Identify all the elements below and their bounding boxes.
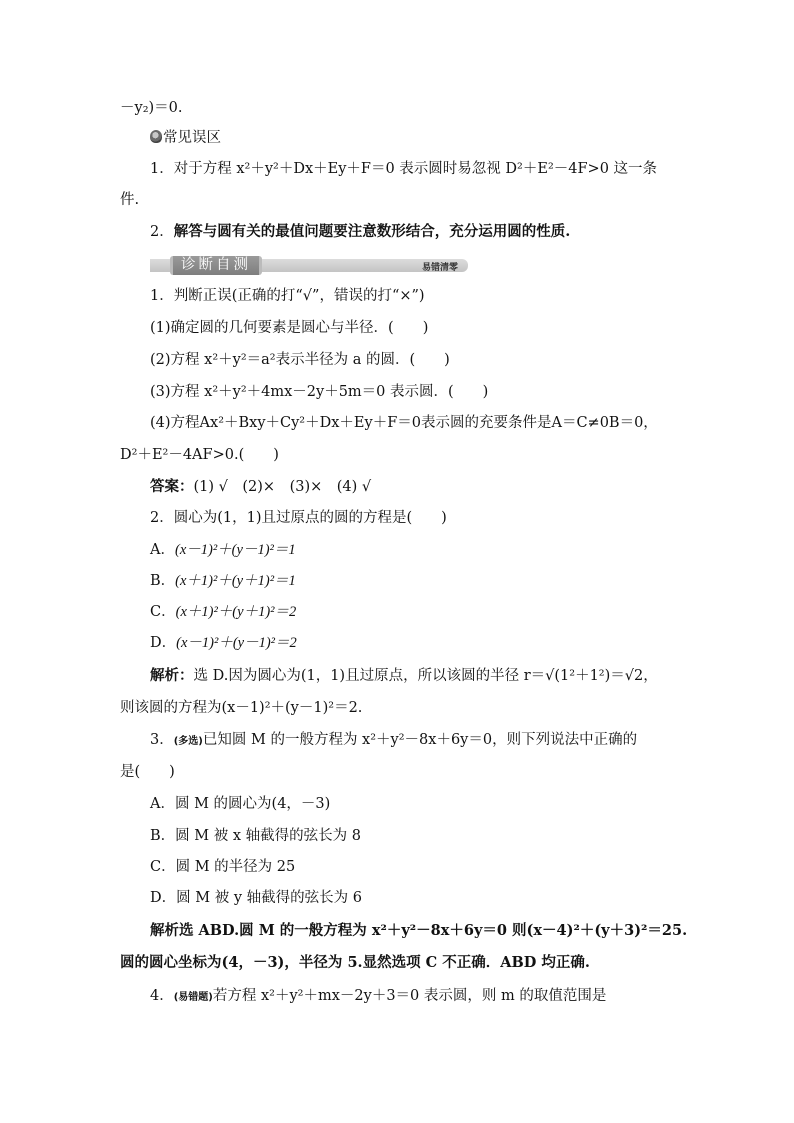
- question-text: 已知圆 M 的一般方程为 x²＋y²－8x＋6y＝0，则下列说法中正确的: [202, 732, 638, 748]
- question-text: 若方程 x²＋y²＋mx－2y＋3＝0 表示圆，则 m 的取值范围是: [212, 988, 607, 1004]
- q2-analysis: [150, 666, 658, 686]
- q3-analysis: 解析选 ABD.圆 M 的一般方程为 x²＋y²－8x＋6y＝0 则(x－4)²＋(y＋3)²＝25.: [150, 922, 688, 939]
- question-number: 4．: [150, 988, 174, 1004]
- banner-title: 诊断自测: [170, 256, 262, 275]
- analysis-text: 选 D.因为圆心为(1，1)且过原点，所以该圆的半径 r＝√(1²＋1²)＝√2，: [193, 668, 658, 684]
- q2-stem: 2．圆心为(1，1)且过原点的圆的方程是( ): [150, 510, 447, 526]
- q3-option-b: [150, 826, 361, 846]
- analysis-label: 解析：: [150, 667, 194, 684]
- option-label: B．: [150, 573, 176, 589]
- option-label: D．: [150, 890, 177, 906]
- q1-item-4: (4)方程Ax²＋Bxy＋Cy²＋Dx＋Ey＋F＝0表示圆的充要条件是A＝C≠0B＝0，: [150, 415, 658, 431]
- q3-stem-cont: 是( ): [120, 764, 175, 780]
- common-mistakes-title: 常见误区: [163, 130, 221, 146]
- item-number: 1．: [150, 161, 174, 177]
- item-number: 2．: [150, 224, 174, 240]
- option-label: D．: [150, 635, 177, 651]
- option-label: C．: [150, 859, 176, 875]
- answer-label: 答案：: [150, 478, 194, 495]
- common-mistakes-heading: [150, 128, 221, 148]
- q1-item-2: (2)方程 x²＋y²＝a²表示半径为 a 的圆．( ): [150, 352, 450, 368]
- option-text: 圆 M 被 y 轴截得的弦长为 6: [176, 890, 362, 906]
- q3-option-d: [150, 888, 362, 908]
- option-label: C．: [150, 604, 176, 620]
- q1-item-3: (3)方程 x²＋y²＋4mx－2y＋5m＝0 表示圆．( ): [150, 384, 489, 400]
- continuation-text: －y₂)＝0.: [120, 100, 183, 116]
- q4-stem: [150, 986, 606, 1008]
- q3-stem: [150, 730, 637, 752]
- item-text: 对于方程 x²＋y²＋Dx＋Ey＋F＝0 表示圆时易忽视 D²＋E²－4F>0 这一条: [173, 161, 658, 177]
- mistake-item-2: [150, 222, 570, 242]
- option-label: A．: [150, 542, 175, 558]
- option-text: (x＋1)²＋(y＋1)²＝2: [175, 604, 297, 620]
- option-label: A．: [150, 796, 175, 812]
- mistake-item-1: [150, 159, 657, 179]
- answer-text: (1) √ (2)× (3)× (4) √: [193, 479, 372, 495]
- q2-analysis-cont: 则该圆的方程为(x－1)²＋(y－1)²＝2.: [120, 700, 363, 716]
- q1-item-1: (1)确定圆的几何要素是圆心与半径．( ): [150, 320, 429, 336]
- q3-analysis-cont: 圆的圆心坐标为(4，－3)，半径为 5.显然选项 C 不正确．ABD 均正确.: [120, 954, 590, 971]
- q2-option-a: [150, 540, 296, 560]
- option-text: (x＋1)²＋(y＋1)²＝1: [175, 573, 296, 589]
- q2-option-c: [150, 602, 296, 622]
- question-number: 3．: [150, 732, 174, 748]
- option-label: B．: [150, 828, 176, 844]
- option-text: (x－1)²＋(y－1)²＝1: [174, 542, 296, 558]
- brain-icon: [150, 130, 162, 143]
- q3-option-c: [150, 857, 295, 877]
- section-banner: [150, 256, 468, 274]
- option-text: (x－1)²＋(y－1)²＝2: [176, 635, 297, 651]
- q1-answer: [150, 477, 371, 497]
- item-text: 解答与圆有关的最值问题要注意数形结合，充分运用圆的性质.: [173, 223, 571, 240]
- option-text: 圆 M 的圆心为(4，－3): [174, 796, 331, 812]
- q2-option-b: [150, 571, 296, 591]
- question-tag: (易错题): [173, 992, 213, 1003]
- q1-stem: 1．判断正误(正确的打“√”，错误的打“×”): [150, 288, 425, 304]
- q1-item-4-cont: D²＋E²－4AF>0.( ): [120, 447, 279, 463]
- option-text: 圆 M 被 x 轴截得的弦长为 8: [175, 828, 361, 844]
- banner-subtitle: 易错清零: [421, 263, 458, 273]
- mistake-item-1-cont: 件.: [120, 192, 140, 208]
- q2-option-d: [150, 633, 297, 653]
- option-text: 圆 M 的半径为 25: [175, 859, 296, 875]
- question-tag: (多选): [173, 736, 203, 747]
- q3-option-a: [150, 794, 330, 814]
